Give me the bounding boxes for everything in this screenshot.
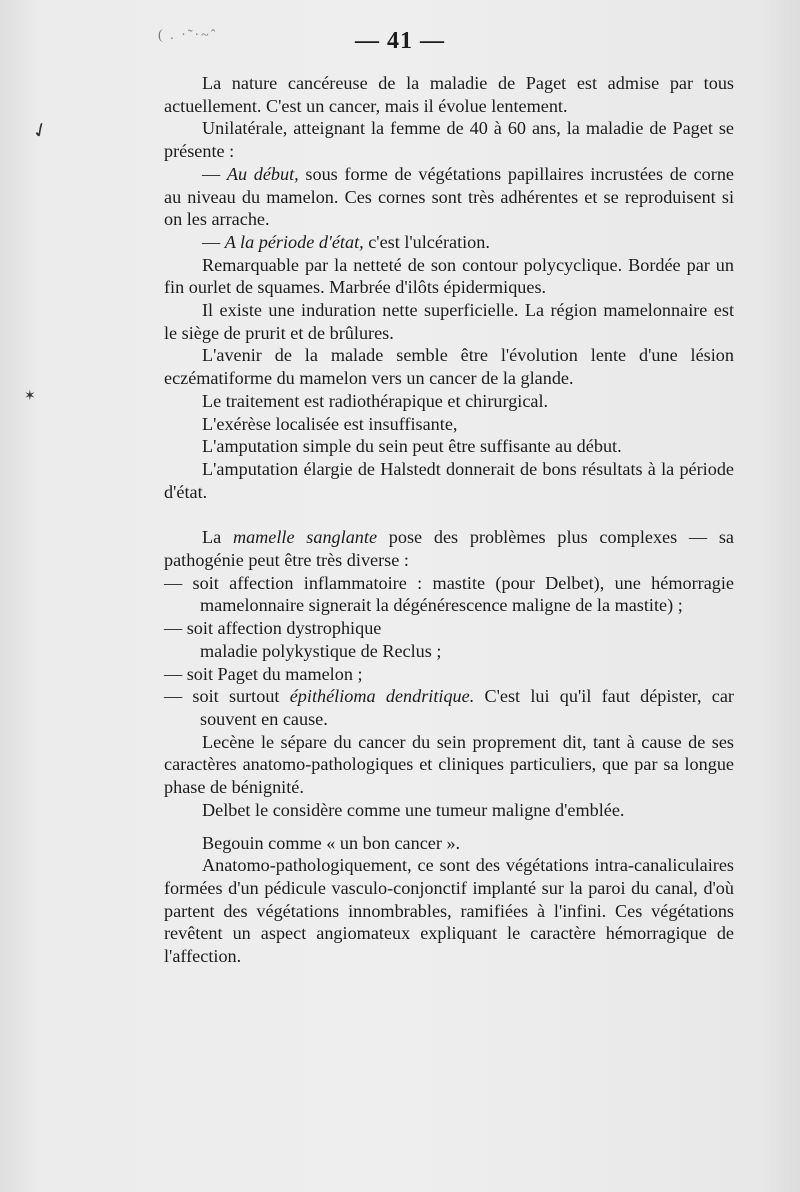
paragraph: L'exérèse localisée est insuffisante, (202, 413, 458, 434)
emphasis: épithélioma dendritique. (289, 686, 475, 707)
paragraph: La mamelle sanglante pose des problèmes plus complexes — sa pathogénie peut être très diverse : (164, 527, 735, 571)
paragraph: L'amputation élargie de Halstedt donnerait de bons résultats à la période d'état. (164, 458, 734, 502)
paragraph: — Au début, sous forme de végétations papillaires incrustées de corne au niveau du mamelon. Ces cornes sont très adhérentes et se reproduisent si on les arrache. (164, 163, 734, 230)
paragraph: Lecène le sépare du cancer du sein proprement dit, tant à cause de ses caractères anatomo-pathologiques et cliniques particuliers, que par sa longue phase de bénignité. (164, 731, 734, 798)
corner-mark: ( . ·˜·~ˆ (158, 28, 218, 43)
margin-mark: ✶ (24, 389, 36, 404)
margin-mark: ✓ (28, 117, 53, 145)
paragraph: L'avenir de la malade semble être l'évolution lente d'une lésion eczématiforme du mamelon vers un cancer de la glande. (164, 345, 734, 389)
paragraph: Delbet le considère comme une tumeur maligne d'emblée. (202, 799, 625, 820)
list-item: — soit surtout épithélioma dendritique. C'est lui qu'il faut dépister, car souvent en cause. (164, 686, 734, 729)
list-item: — soit affection dystrophique (164, 618, 382, 639)
paragraph: Il existe une induration nette superficielle. La région mamelonnaire est le siège de prurit et de brûlures. (164, 300, 734, 343)
page-number: — 41 — (355, 28, 445, 54)
list-item: — soit affection inflammatoire : mastite (pour Delbet), une hémorragie mamelonnaire signerait la dégénérescence maligne de la mastite) ; (164, 572, 734, 616)
paragraph: Le traitement est radiothérapique et chirurgical. (202, 390, 549, 411)
body-text (164, 72, 734, 968)
paragraph: Unilatérale, atteignant la femme de 40 à 60 ans, la maladie de Paget se présente : (164, 118, 734, 162)
paragraph: Begouin comme « un bon cancer ». (202, 832, 461, 853)
paragraph: Remarquable par la netteté de son contour polycyclique. Bordée par un fin ourlet de squames. Marbrée d'ilôts épidermiques. (164, 254, 734, 298)
list-item-continuation: maladie polykystique de Reclus ; (200, 640, 442, 661)
emphasis: Au début, (226, 163, 299, 184)
paragraph: — A la période d'état, c'est l'ulcération. (202, 231, 490, 252)
paragraph: La nature cancéreuse de la maladie de Paget est admise par tous actuellement. C'est un cancer, mais il évolue lentement. (164, 73, 734, 116)
emphasis: A la période d'état, (224, 231, 364, 252)
paragraph: Anatomo-pathologiquement, ce sont des végétations intra-canaliculaires formées d'un pédicule vasculo-conjonctif implanté sur la paroi du canal, d'où partent des végétations innombrables, ramifiées à l'infini. Ces végétations revêtent un aspect angiomateux expliquant le caractère hémorragique de l'affection. (164, 855, 734, 967)
list-item: — soit Paget du mamelon ; (164, 663, 363, 684)
paragraph: L'amputation simple du sein peut être suffisante au début. (202, 436, 622, 457)
emphasis: mamelle sanglante (232, 527, 378, 548)
